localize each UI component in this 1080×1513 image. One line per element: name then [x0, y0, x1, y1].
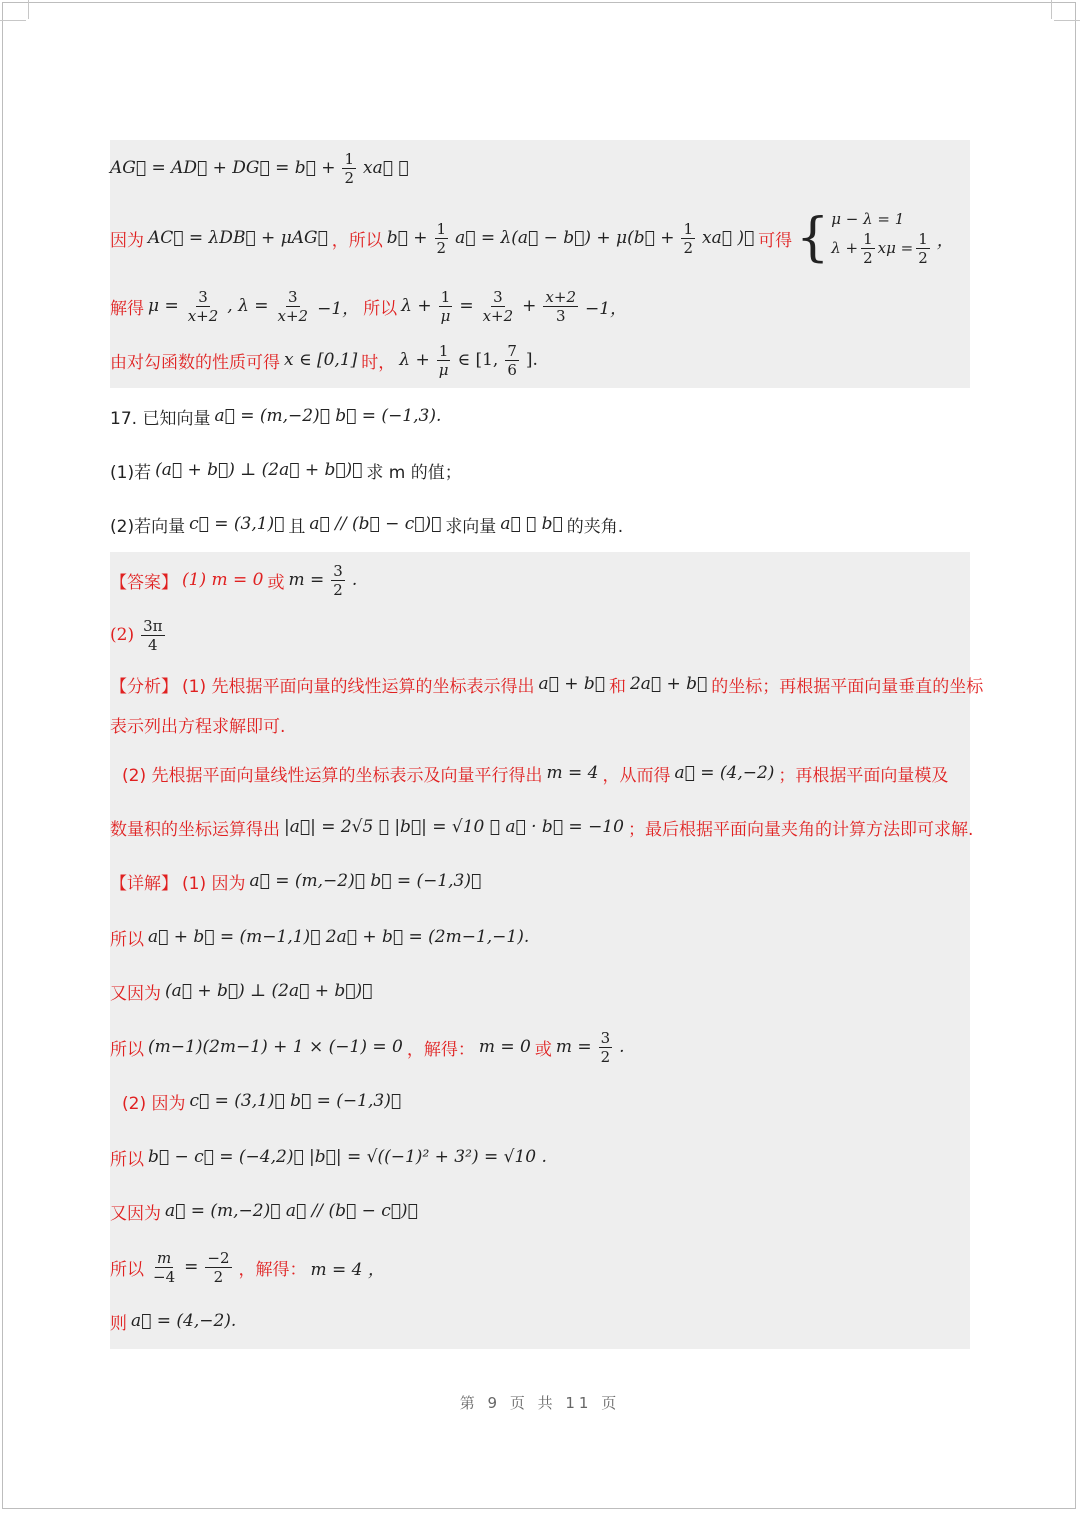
fraction: $\frac{3}{2}$ [600, 1028, 611, 1066]
fraction: $\frac{x+2}{3}$ [545, 287, 576, 325]
question-17-part2: (2)若向量 c⃗ = (3,1)， 且 a⃗ // (b⃗ − c⃗)， 求向量 a⃗ ， b⃗ 的夹角. [110, 514, 624, 537]
analysis-2: (2) 先根据平面向量线性运算的坐标表示及向量平行得出 m = 4 ，从而得 a⃗ = (4,−2) ；再根据平面向量模及 [122, 763, 949, 786]
fraction: $\frac{1}{\mu}$ [438, 341, 449, 379]
detail-4: 所以 (m−1)(2m−1) + 1 × (−1) = 0 ，解得： m = 0 或 m = $\frac{3}{2}$ . [110, 1028, 625, 1066]
eq-ag: AG⃗ = AD⃗ + DG⃗ = b⃗ + $\frac{1}{2}$ xa⃗ ， [110, 149, 409, 187]
detail-2: 所以 a⃗ + b⃗ = (m−1,1)， 2a⃗ + b⃗ = (2m−1,−1). [110, 927, 530, 950]
question-17: 17. 已知向量 a⃗ = (m,−2)， b⃗ = (−1,3). [110, 406, 442, 429]
fraction: $\frac{3\pi}{4}$ [143, 616, 163, 654]
fraction: $\frac{m}{-4}$ [153, 1248, 176, 1286]
analysis-2b: 数量积的坐标运算得出 |a⃗| = 2√5 ， |b⃗| = √10 ， a⃗ · b⃗ = −10 ；最后根据平面向量夹角的计算方法即可求解. [110, 817, 974, 840]
crop-mark [28, 0, 29, 19]
fraction: $\frac{1}{\mu}$ [440, 287, 451, 325]
analysis-1: 【分析】 (1) 先根据平面向量的线性运算的坐标表示得出 a⃗ + b⃗ 和 2a⃗ + b⃗ 的坐标；再根据平面向量垂直的坐标 [110, 674, 984, 697]
eq-solve: 解得 μ = $\frac{3}{x+2}$ , λ = $\frac{3}{x+2}$ −1， 所以 λ + $\frac{1}{\mu}$ = $\frac{3}{x+2}$ + $\frac{x+2}{3}$ −1， [110, 287, 628, 325]
fraction: $\frac{3}{2}$ [333, 561, 343, 599]
fraction: $\frac{1}{2}$ [344, 149, 355, 187]
crop-mark [1054, 20, 1080, 21]
detail-7: 又因为 a⃗ = (m,−2)， a⃗ // (b⃗ − c⃗)， [110, 1201, 418, 1224]
detail-5: (2) 因为 c⃗ = (3,1)， b⃗ = (−1,3)， [122, 1091, 402, 1114]
fraction: $\frac{3}{x+2}$ [277, 287, 309, 325]
fraction: $\frac{1}{2}$ [436, 219, 447, 257]
detail-3: 又因为 (a⃗ + b⃗) ⊥ (2a⃗ + b⃗)， [110, 981, 373, 1004]
fraction: $\frac{-2}{2}$ [207, 1248, 230, 1286]
crop-mark [1051, 0, 1052, 19]
detail-8: 所以 $\frac{m}{-4}$ = $\frac{-2}{2}$ ，解得： m = 4 ， [110, 1248, 385, 1286]
fraction: $\frac{3}{x+2}$ [482, 287, 514, 325]
crop-mark [0, 20, 26, 21]
page-footer: 第 9 页 共 11 页 [459, 1394, 621, 1412]
question-17-part1: (1)若 (a⃗ + b⃗) ⊥ (2a⃗ + b⃗)， 求 m 的值； [110, 460, 462, 483]
detail-6: 所以 b⃗ − c⃗ = (−4,2)， |b⃗| = √((−1)² + 3²) = √10 . [110, 1147, 547, 1170]
detail-1: 【详解】 (1) 因为 a⃗ = (m,−2)， b⃗ = (−1,3)， [110, 871, 482, 894]
answer-line-2: (2) $\frac{3\pi}{4}$ [110, 616, 163, 654]
detail-9: 则 a⃗ = (4,−2). [110, 1311, 237, 1334]
eq-ac: 因为 AC⃗ = λDB⃗ + μAG⃗ ，所以 b⃗ + $\frac{1}{2}$ a⃗ = λ(a⃗ − b⃗) + μ(b⃗ + $\frac{1}{2}$ xa⃗ )， 可得 { μ − λ = 1 λ + $\frac{1}{2}$ xμ = $\frac{1}{2}$ ， [110, 208, 954, 268]
fraction: $\frac{3}{x+2}$ [187, 287, 219, 325]
analysis-1b: 表示列出方程求解即可. [110, 716, 286, 737]
answer-line-1: 【答案】 (1) m = 0 或 m = $\frac{3}{2}$ . [110, 561, 358, 599]
equation-system: { μ − λ = 1 λ + $\frac{1}{2}$ xμ = $\frac{1}{2}$ [796, 208, 928, 268]
eq-range: 由对勾函数的性质可得 x ∈ [0,1] 时， λ + $\frac{1}{\mu}$ ∈ [1, $\frac{7}{6}$ ]. [110, 341, 538, 379]
fraction: $\frac{1}{2}$ [683, 219, 693, 257]
fraction: $\frac{7}{6}$ [507, 341, 517, 379]
